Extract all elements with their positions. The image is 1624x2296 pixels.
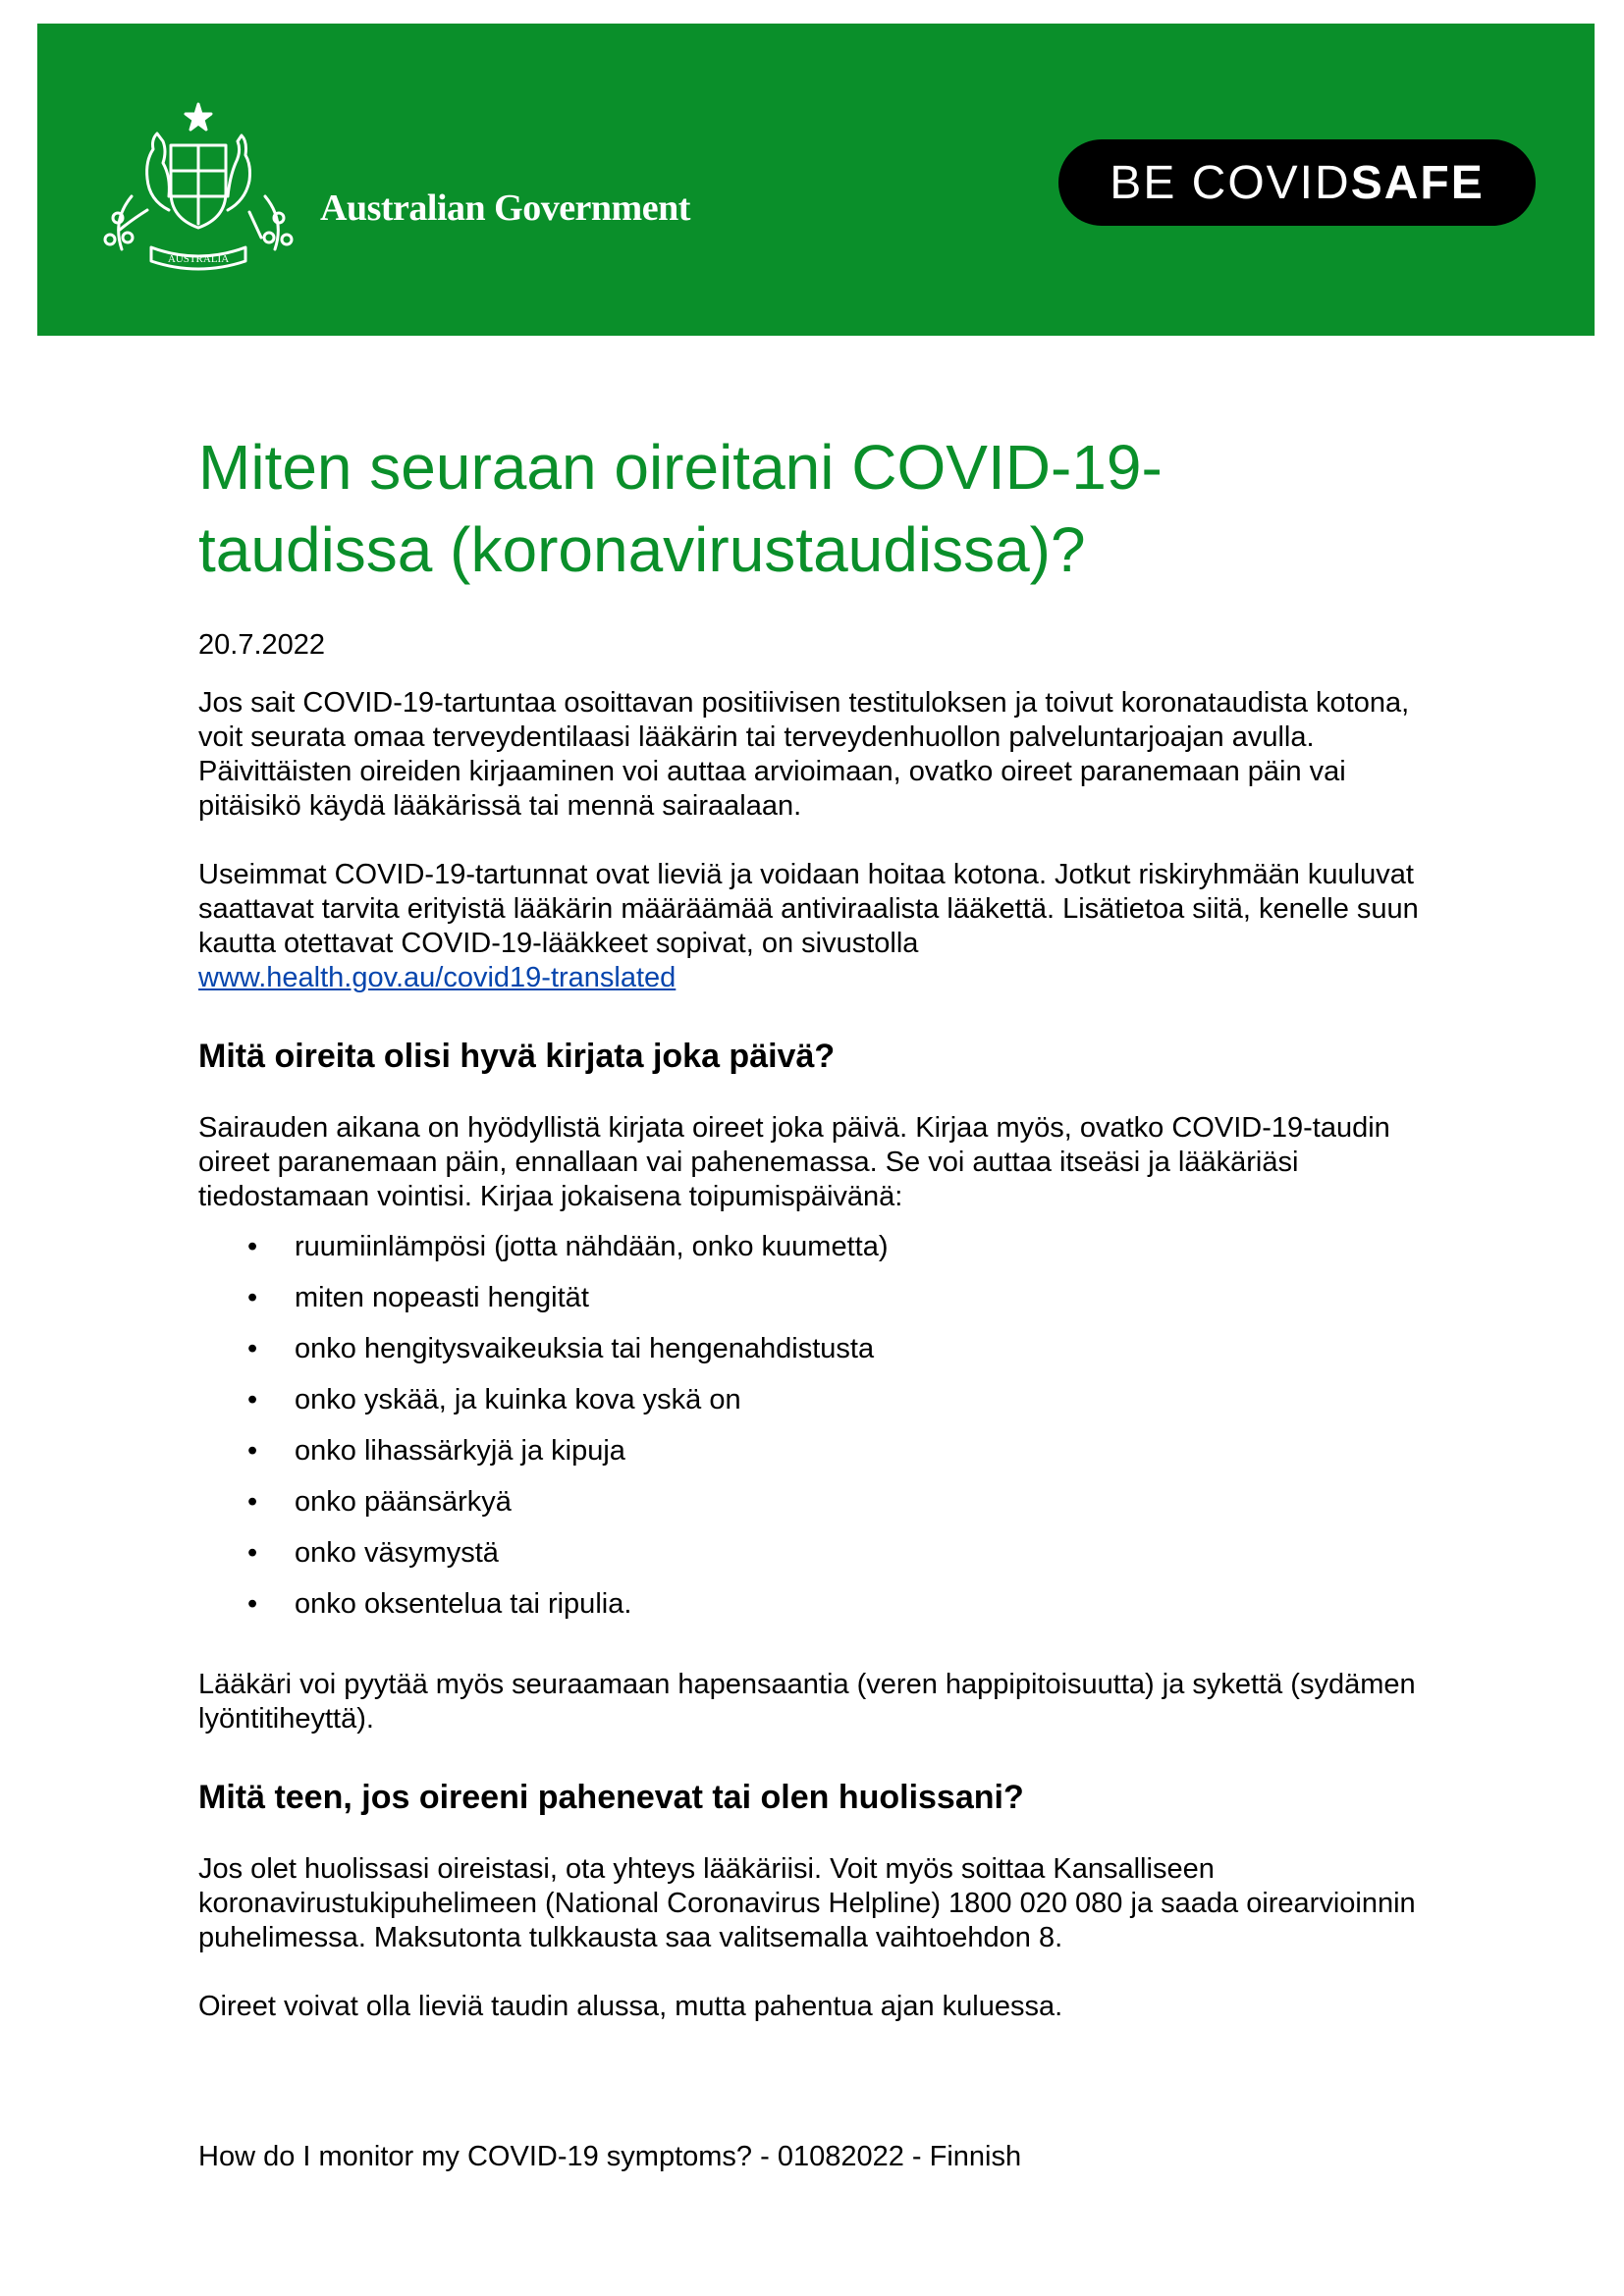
title-line-2: taudissa (koronavirustaudissa)? [198, 514, 1086, 585]
list-item: • onko lihassärkyjä ja kipuja [198, 1434, 1455, 1485]
page-title [198, 426, 1455, 591]
badge-text-light: BE COVID [1110, 156, 1351, 209]
symptom-list [198, 1230, 1455, 1638]
section-2-paragraph-2: Oireet voivat olla lieviä taudin alussa, mutta pahentua ajan kuluessa. [198, 1991, 1063, 2022]
list-item: • onko väsymystä [198, 1536, 1455, 1587]
intro-paragraph: Jos sait COVID-19-tartuntaa osoittavan positiivisen testituloksen ja toivut koronataudista kotona, voit seurata omaa terveydentilaasi lääkärin tai terveydenhuollon palveluntarjoajan avulla. Päivittäisten oireiden kirjaaminen voi auttaa arvioimaan, ovatko oireet paranemaan päin vai pitäisikö käydä lääkärissä tai mennä sairaalaan. [198, 687, 1410, 822]
section-2-paragraph-1: Jos olet huolissasi oireistasi, ota yhteys lääkäriisi. Voit myös soittaa Kansalliseen koronavirustukipuhelimeen (National Coronavirus Helpline) 1800 020 080 ja saada oirearvioinnin puhelimessa. Maksutonta tulkkausta saa valitsemalla vaihtoehdon 8. [198, 1853, 1416, 1953]
section-1-paragraph: Sairauden aikana on hyödyllistä kirjata oireet joka päivä. Kirjaa myös, ovatko COVID-19-taudin oireet paranemaan päin, ennallaan vai pahenemassa. Se voi auttaa itseäsi ja lääkäriäsi tiedostamaan vointisi. Kirjaa jokaisena toipumispäivänä: [198, 1112, 1390, 1212]
document-footer: How do I monitor my COVID-19 symptoms? - 01082022 - Finnish [198, 2141, 1022, 2172]
document-body [198, 426, 1455, 2024]
document-date: 20.7.2022 [198, 629, 326, 661]
second-paragraph [198, 858, 1455, 995]
list-item: • onko yskää, ja kuinka kova yskä on [198, 1383, 1455, 1434]
section-1-after-paragraph: Lääkäri voi pyytää myös seuraamaan hapensaantia (veren happipitoisuutta) ja sykettä (sydämen lyöntitiheyttä). [198, 1669, 1416, 1735]
second-paragraph-text: Useimmat COVID-19-tartunnat ovat lieviä ja voidaan hoitaa kotona. Jotkut riskiryhmään kuuluvat saattavat tarvita erityistä lääkärin määräämää antiviraalista lääkettä. Lisätietoa siitä, kenelle suun kautta otettavat COVID-19-lääkkeet sopivat, on sivustolla [198, 859, 1419, 959]
badge-text-bold: SAFE [1350, 156, 1485, 209]
list-item: • miten nopeasti hengität [198, 1281, 1455, 1332]
crest-scroll-label: AUSTRALIA [167, 253, 230, 265]
health-translated-link[interactable]: www.health.gov.au/covid19-translated [198, 962, 677, 993]
coat-of-arms-icon [92, 102, 304, 275]
header-banner [37, 24, 1595, 336]
list-item: • onko hengitysvaikeuksia tai hengenahdistusta [198, 1332, 1455, 1383]
section-1-heading: Mitä oireita olisi hyvä kirjata joka päivä? [198, 1038, 836, 1075]
list-item: • ruumiinlämpösi (jotta nähdään, onko kuumetta) [198, 1230, 1455, 1281]
list-item: • onko oksentelua tai ripulia. [198, 1587, 1455, 1638]
be-covidsafe-badge [1058, 139, 1536, 226]
section-2-heading: Mitä teen, jos oireeni pahenevat tai olen huolissani? [198, 1779, 1024, 1816]
government-name: Australian Government [320, 187, 690, 229]
title-line-1: Miten seuraan oireitani COVID-19- [198, 432, 1163, 503]
list-item: • onko päänsärkyä [198, 1485, 1455, 1536]
